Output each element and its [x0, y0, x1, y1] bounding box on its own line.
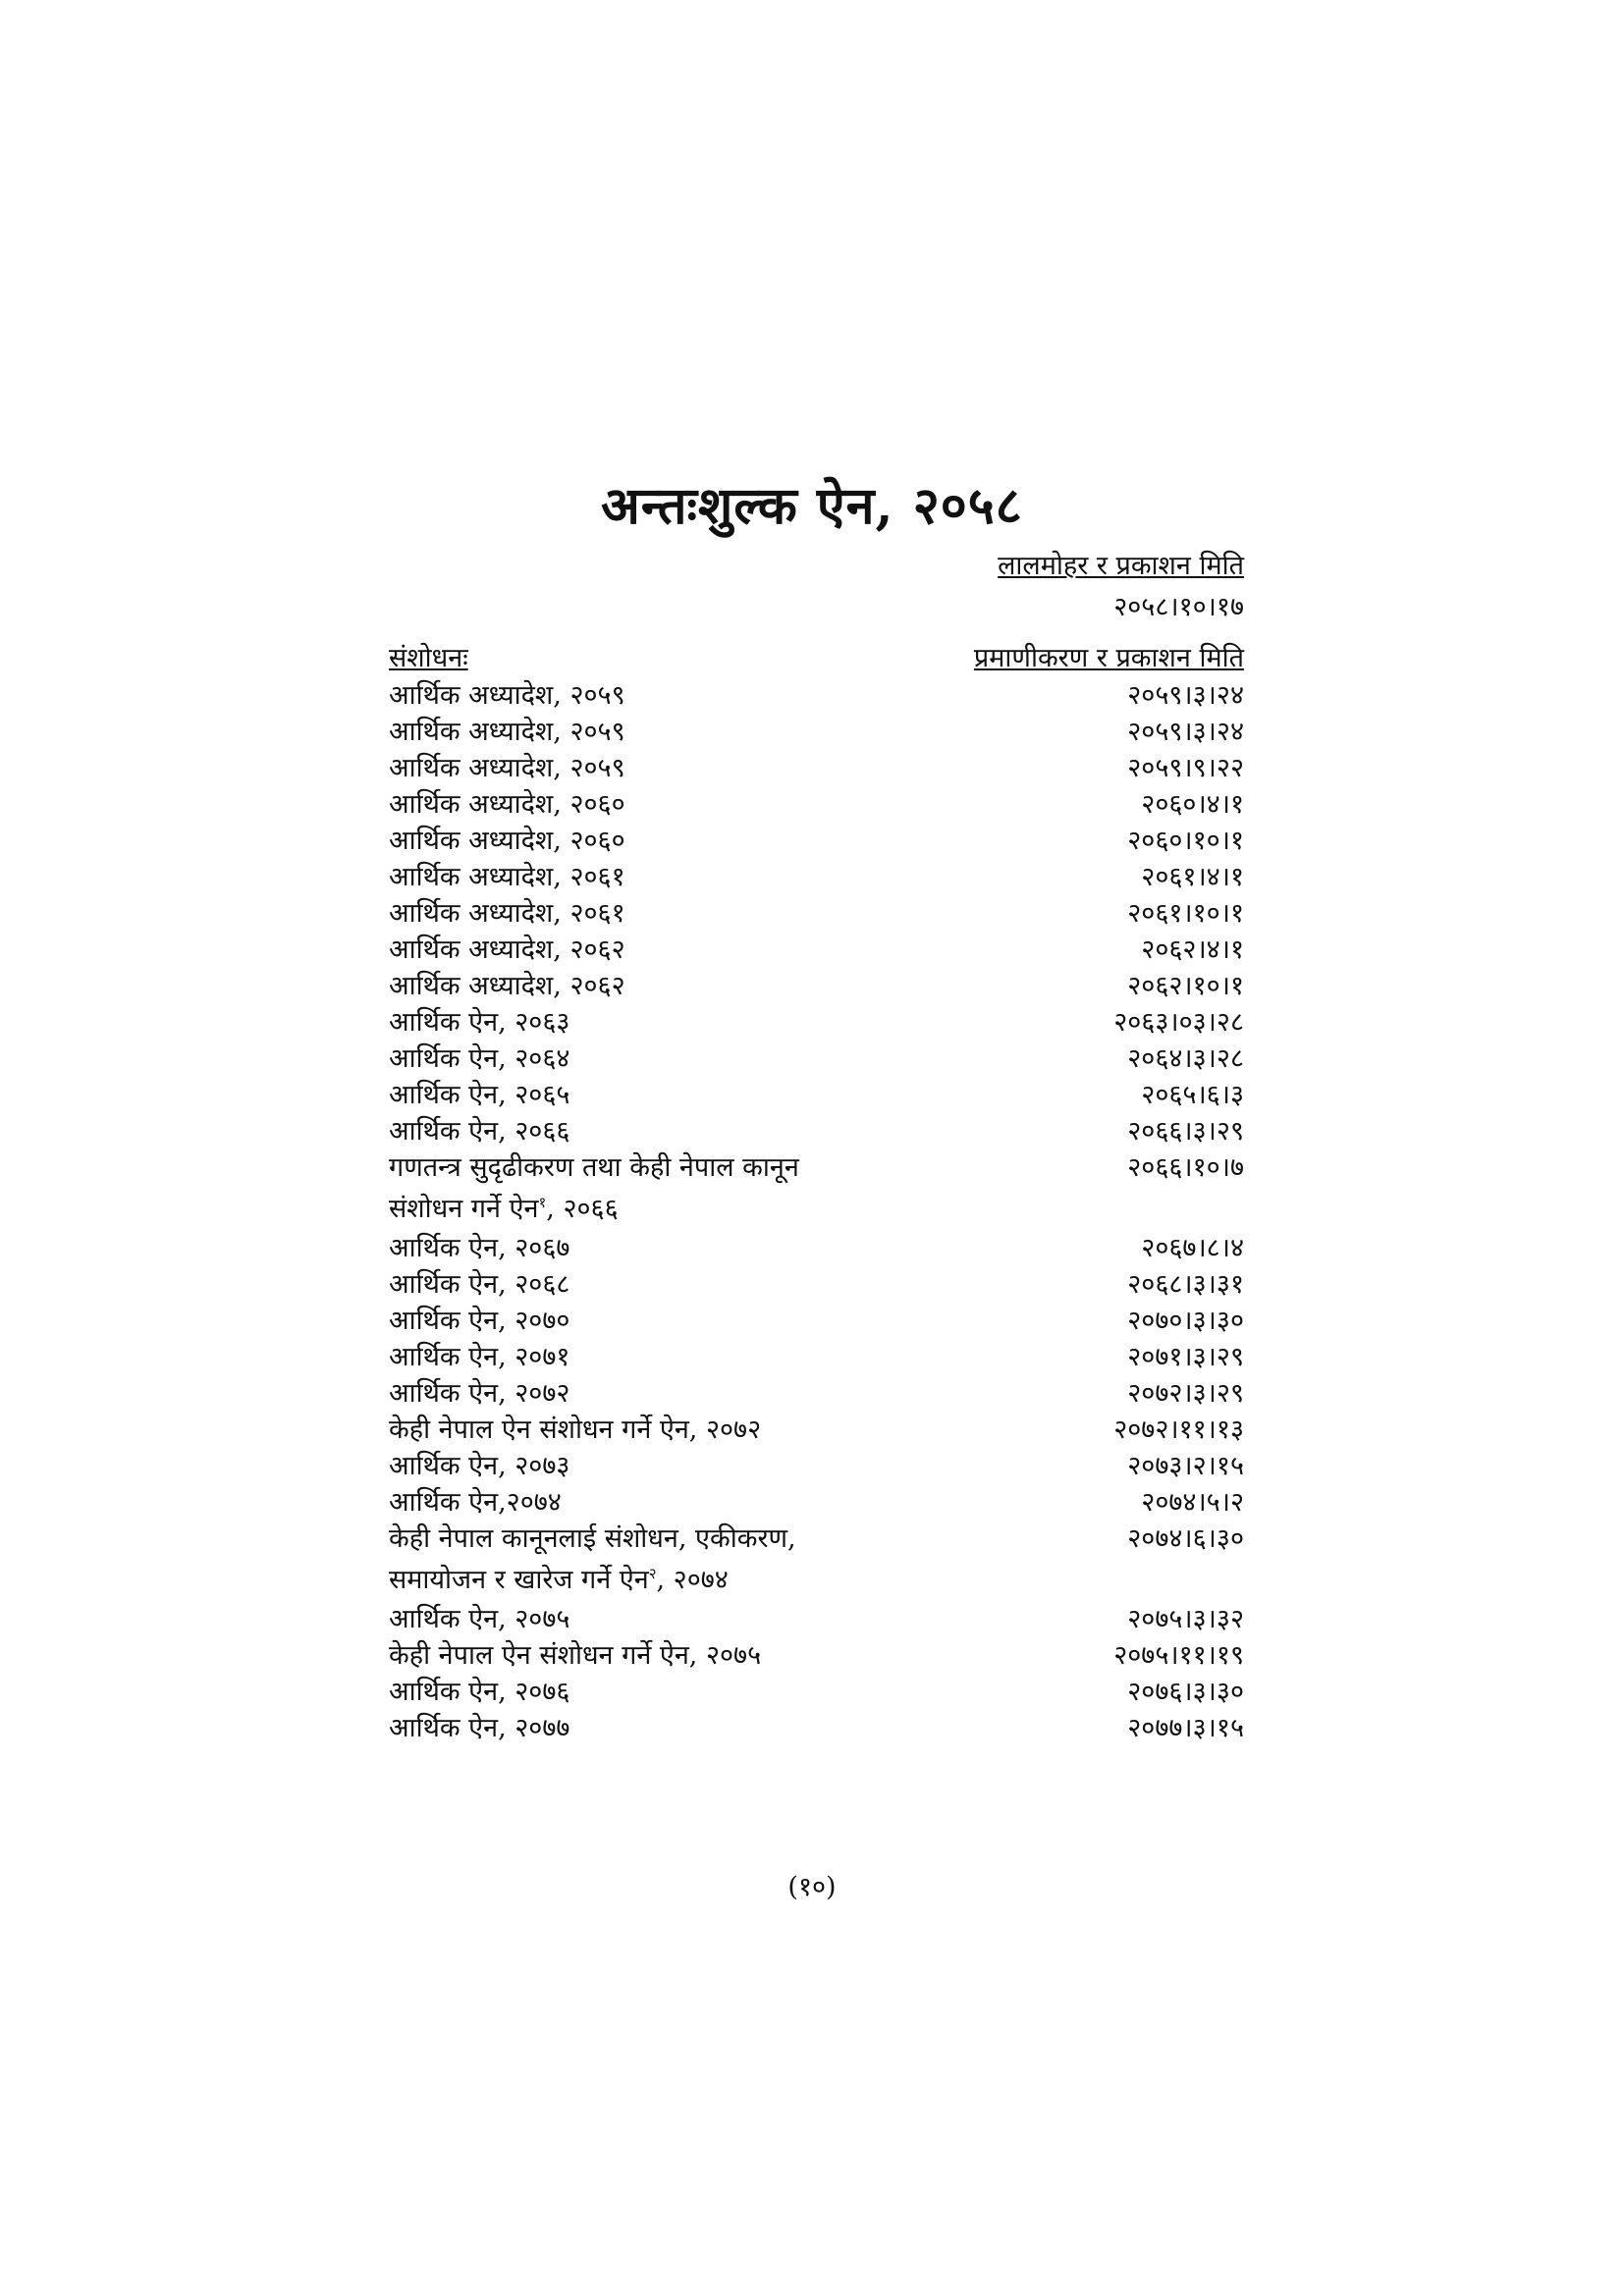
amendment-date: २०६३।०३।२८ [1113, 1007, 1244, 1038]
amendment-name: आर्थिक ऐन,२०७४ [389, 1487, 562, 1518]
amendment-date: २०६०।४।१ [1141, 789, 1244, 820]
amendment-date: २०७२।३।२९ [1127, 1378, 1244, 1409]
amendment-row-kehi-nepal-2074 [389, 1521, 1244, 1601]
amendments-column-header: प्रमाणीकरण र प्रकाशन मिति [973, 643, 1244, 673]
amendment-row [389, 1230, 1244, 1266]
footnote-marker: २ [648, 1565, 657, 1582]
amendment-date: २०६०।१०।१ [1127, 826, 1244, 856]
amendment-name-line2-year: , २०६६ [546, 1194, 619, 1224]
amendment-date: २०६१।१०।१ [1127, 898, 1244, 929]
amendment-row [389, 1674, 1244, 1710]
amendment-name: आर्थिक अध्यादेश, २०६० [389, 826, 625, 856]
amendment-row [389, 932, 1244, 968]
amendments-list [389, 677, 1244, 1746]
amendment-date: २०६८।३।३१ [1127, 1269, 1244, 1300]
amendment-row [389, 677, 1244, 714]
amendment-date: २०७३।२।१५ [1127, 1451, 1244, 1481]
amendment-row [389, 1484, 1244, 1521]
amendment-row [389, 1375, 1244, 1412]
amendment-row [389, 1710, 1244, 1746]
document-title: अन्तःशुल्क ऐन, २०५८ [601, 476, 1023, 536]
amendment-row [389, 1601, 1244, 1637]
amendment-name: केही नेपाल ऐन संशोधन गर्ने ऐन, २०७५ [389, 1640, 762, 1671]
amendment-name: आर्थिक अध्यादेश, २०६२ [389, 934, 625, 965]
amendment-date: २०७७।३।१५ [1127, 1713, 1244, 1743]
amendment-name: आर्थिक ऐन, २०६७ [389, 1233, 570, 1263]
amendment-name-line1: केही नेपाल कानूनलाई संशोधन, एकीकरण, [389, 1523, 796, 1554]
amendment-name: आर्थिक ऐन, २०६४ [389, 1043, 570, 1074]
amendment-row [389, 1339, 1244, 1375]
amendment-date: २०६१।४।१ [1141, 862, 1244, 892]
amendment-name: आर्थिक ऐन, २०७२ [389, 1378, 570, 1409]
amendment-row [389, 1448, 1244, 1484]
amendment-name: आर्थिक ऐन, २०७६ [389, 1677, 570, 1707]
amendment-row [389, 1303, 1244, 1339]
amendment-name-line2-text: संशोधन गर्ने ऐन [389, 1194, 539, 1224]
amendment-date: २०६६।३।२९ [1127, 1116, 1244, 1147]
amendment-date: २०७०।३।३० [1127, 1306, 1244, 1336]
amendment-name: आर्थिक ऐन, २०७३ [389, 1451, 570, 1481]
amendment-name: आर्थिक ऐन, २०६८ [389, 1269, 570, 1300]
amendment-row [389, 1077, 1244, 1113]
amendment-name: आर्थिक ऐन, २०७५ [389, 1604, 570, 1634]
amendment-row [389, 1041, 1244, 1077]
amendment-row [389, 895, 1244, 932]
amendment-row [389, 750, 1244, 786]
amendment-date: २०७५।३।३२ [1127, 1604, 1244, 1634]
amendment-name: आर्थिक ऐन, २०६५ [389, 1080, 570, 1110]
amendment-row [389, 1004, 1244, 1041]
amendment-date: २०७५।११।१९ [1113, 1640, 1244, 1671]
amendment-row [389, 1637, 1244, 1674]
amendment-row [389, 714, 1244, 750]
amendment-date: २०७१।३।२९ [1127, 1342, 1244, 1372]
amendment-name-line2-text: समायोजन र खारेज गर्ने ऐन [389, 1565, 649, 1595]
amendment-name: आर्थिक अध्यादेश, २०५९ [389, 680, 625, 711]
amendment-row [389, 1266, 1244, 1303]
amendment-row [389, 823, 1244, 859]
amendment-row-gantantra [389, 1149, 1244, 1230]
amendment-name: केही नेपाल ऐन संशोधन गर्ने ऐन, २०७२ [389, 1415, 762, 1445]
amendment-date: २०६७।८।४ [1141, 1233, 1244, 1263]
amendment-date: २०५९।९।२२ [1127, 753, 1244, 783]
amendments-label: संशोधनः [389, 643, 468, 673]
amendment-date: २०६६।१०।७ [1127, 1152, 1244, 1183]
amendment-date: २०५९।३।२४ [1127, 717, 1244, 747]
amendment-date: २०५९।३।२४ [1127, 680, 1244, 711]
amendment-date: २०७६।३।३० [1127, 1677, 1244, 1707]
amendment-name: आर्थिक ऐन, २०७१ [389, 1342, 570, 1372]
amendment-row [389, 786, 1244, 823]
royal-seal-date: २०५८।१०।१७ [1113, 592, 1244, 622]
amendment-date: २०६५।६।३ [1141, 1080, 1244, 1110]
amendment-date: २०७२।११।१३ [1113, 1415, 1244, 1445]
amendment-row [389, 1113, 1244, 1149]
royal-seal-label: लालमोहर र प्रकाशन मिति [998, 551, 1244, 581]
footnote-marker: १ [538, 1194, 547, 1211]
amendment-date: २०६४।३।२८ [1127, 1043, 1244, 1074]
amendment-name: आर्थिक अध्यादेश, २०६१ [389, 898, 625, 929]
amendment-date: २०७४।५।२ [1141, 1487, 1244, 1518]
amendment-row [389, 1412, 1244, 1448]
amendment-name-line2 [389, 1191, 619, 1227]
amendment-name: आर्थिक अध्यादेश, २०६० [389, 789, 625, 820]
amendment-row [389, 859, 1244, 895]
page-number: (१०) [787, 1872, 837, 1902]
amendment-row [389, 968, 1244, 1004]
amendment-name-line2 [389, 1562, 729, 1598]
amendment-date: २०७४।६।३० [1127, 1523, 1244, 1554]
amendment-name-line1: गणतन्त्र सुदृढीकरण तथा केही नेपाल कानून [389, 1152, 799, 1183]
amendment-name: आर्थिक अध्यादेश, २०५९ [389, 753, 625, 783]
amendment-name: आर्थिक अध्यादेश, २०६२ [389, 971, 625, 1001]
amendment-name: आर्थिक ऐन, २०६६ [389, 1116, 570, 1147]
amendment-name: आर्थिक ऐन, २०७० [389, 1306, 570, 1336]
amendment-date: २०६२।४।१ [1141, 934, 1244, 965]
amendment-name: आर्थिक ऐन, २०६३ [389, 1007, 570, 1038]
amendment-name: आर्थिक ऐन, २०७७ [389, 1713, 570, 1743]
amendment-date: २०६२।१०।१ [1127, 971, 1244, 1001]
amendment-name: आर्थिक अध्यादेश, २०५९ [389, 717, 625, 747]
amendment-name-line2-year: , २०७४ [656, 1565, 729, 1595]
amendment-name: आर्थिक अध्यादेश, २०६१ [389, 862, 625, 892]
